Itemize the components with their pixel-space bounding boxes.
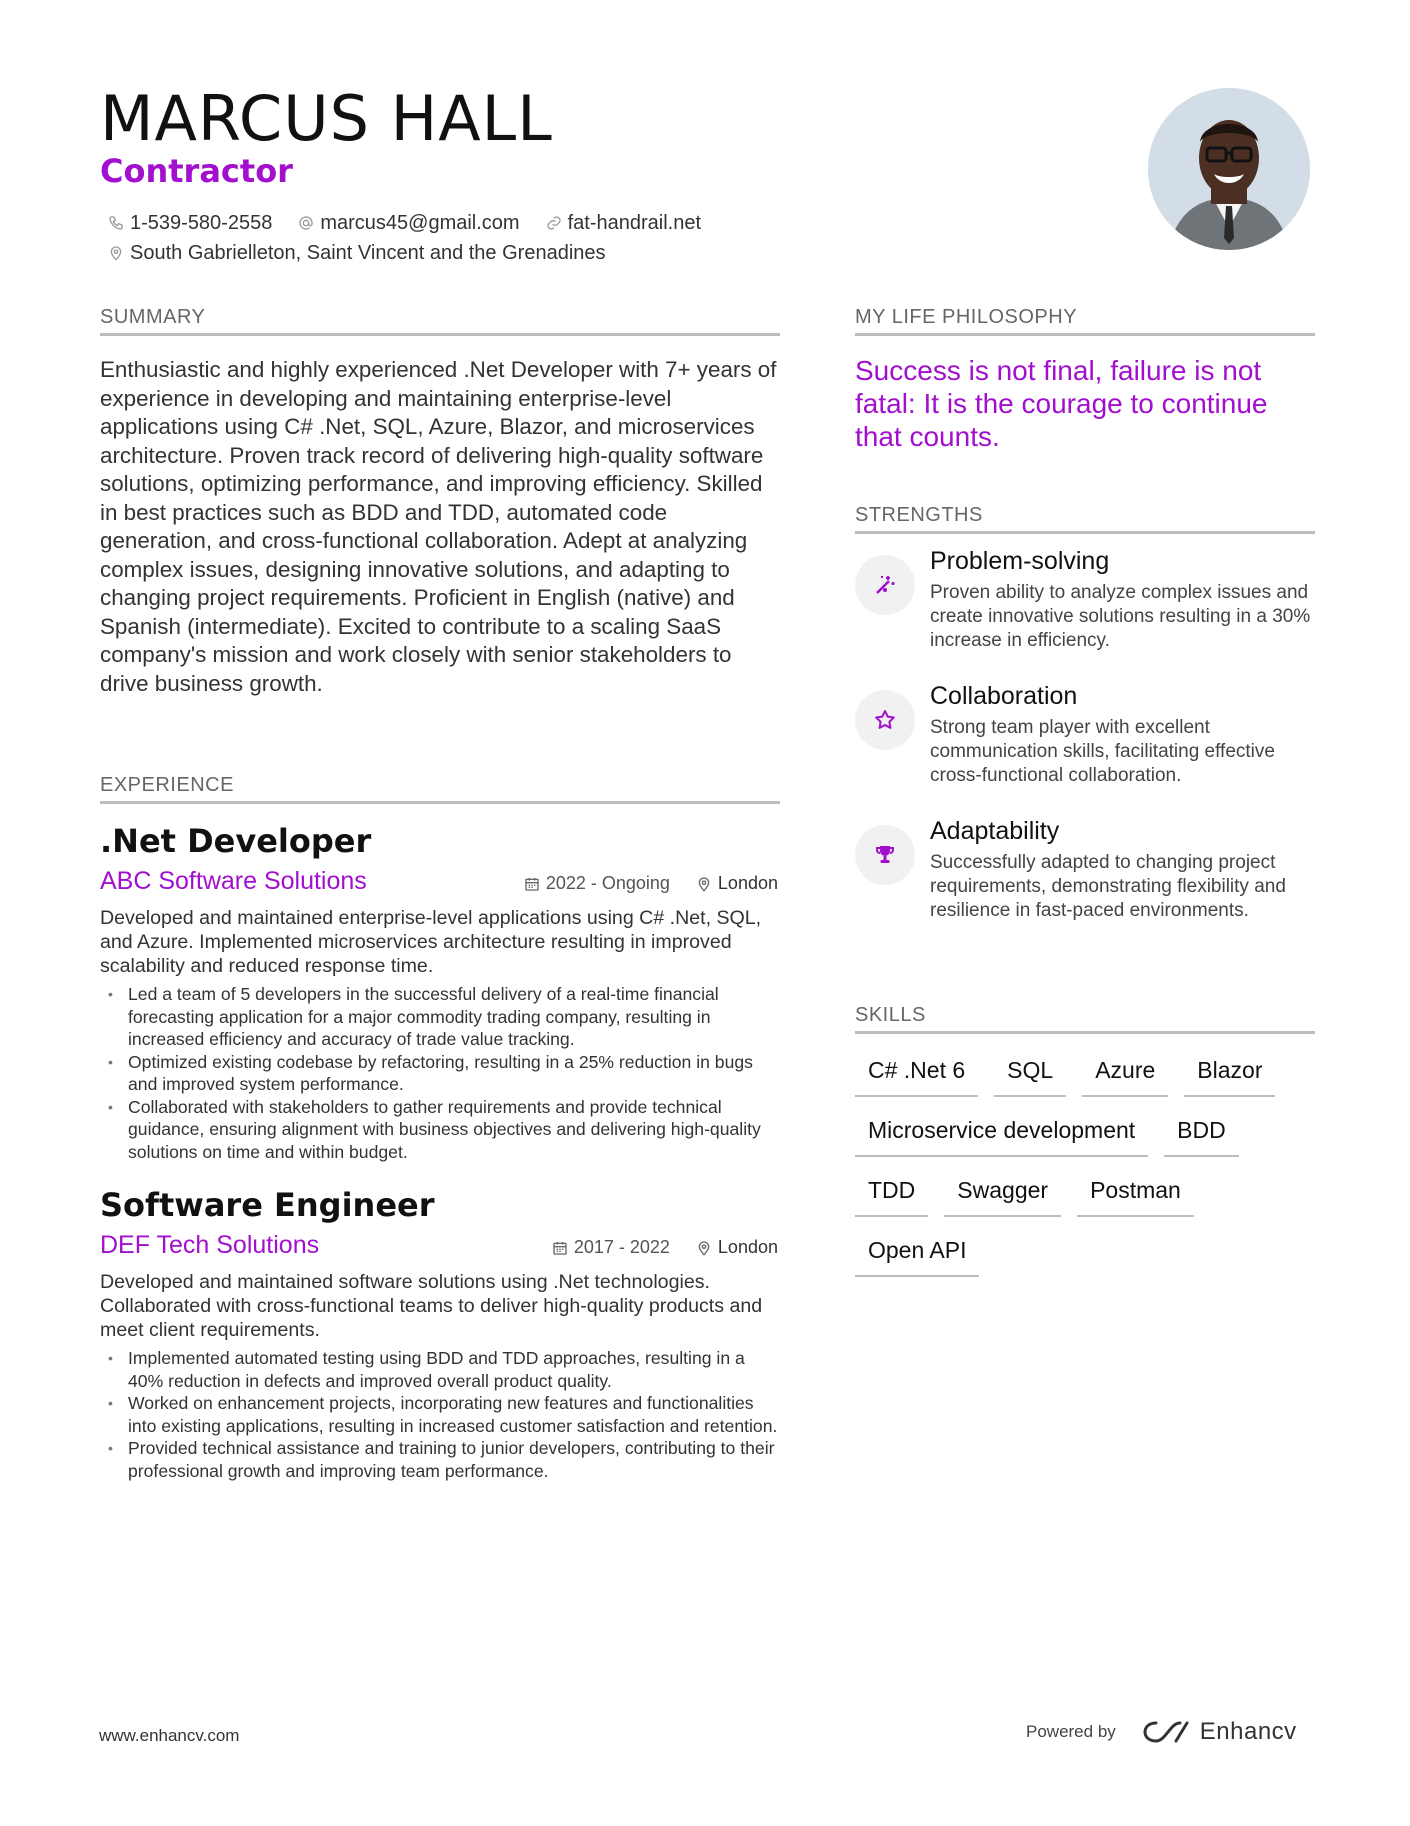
job-title-1: .Net Developer xyxy=(100,822,372,860)
job-location-2 xyxy=(696,1237,778,1258)
skill-tag: Open API xyxy=(855,1234,979,1277)
email-text: marcus45@gmail.com xyxy=(320,211,520,234)
philosophy-heading: MY LIFE PHILOSOPHY xyxy=(855,306,1078,328)
phone-text: 1-539-580-2558 xyxy=(130,211,273,234)
star-icon xyxy=(873,708,897,732)
trophy-icon xyxy=(873,843,897,867)
strength-title: Collaboration xyxy=(930,682,1078,710)
skill-tag: Blazor xyxy=(1184,1054,1275,1097)
job-location-1 xyxy=(696,873,778,894)
powered-by-text: Powered by xyxy=(1026,1722,1116,1741)
email-item xyxy=(298,212,519,235)
strength-description: Strong team player with excellent communication skills, facilitating effective cross-functional collaboration. xyxy=(930,717,1275,786)
job-description-1: Developed and maintained enterprise-level applications using C# .Net, SQL, and Azure. Implemented microservices architecture resulting in improved scalability and reduced response time. xyxy=(100,907,762,977)
summary-text: Enthusiastic and highly experienced .Net Developer with 7+ years of experience in developing and maintaining enterprise-level applications using C# .Net, SQL, Azure, Blazor, and microservices architecture. Proven track record of delivering high-quality software solutions, optimizing performance, and improving efficiency. Skilled in best practices such as BDD and TDD, automated code generation, and cross-functional collaboration. Adept at analyzing complex issues, designing innovative solutions, and adapting to changing project requirements. Proficient in English (native) and Spanish (intermediate). Excited to contribute to a scaling SaaS company's mission and work closely with senior stakeholders to drive business growth. xyxy=(100,357,777,696)
footer-branding xyxy=(1026,1718,1297,1746)
philosophy-quote: Success is not final, failure is not fatal: It is the courage to continue that counts. xyxy=(855,355,1268,452)
map-pin-icon xyxy=(696,1240,712,1256)
job-dates-2: 2017 - 2022 xyxy=(573,1237,670,1257)
job-location-text-1: London xyxy=(717,873,778,893)
candidate-name: MARCUS HALL xyxy=(100,82,553,155)
contact-info xyxy=(108,208,727,268)
experience-divider xyxy=(100,801,780,804)
summary-divider xyxy=(100,333,780,336)
strengths-heading: STRENGTHS xyxy=(855,504,983,526)
list-item: • Optimized existing codebase by refactoring, resulting in a 25% reduction in bugs and improved system performance. xyxy=(100,1051,780,1096)
calendar-icon xyxy=(552,1240,568,1256)
location-item xyxy=(108,242,606,265)
calendar-icon xyxy=(524,876,540,892)
job-meta-2 xyxy=(552,1237,778,1258)
website-text: fat-handrail.net xyxy=(567,211,702,234)
list-item: • Led a team of 5 developers in the successful delivery of a real-time financial forecasting application for a major commodity trading company, resulting in increased efficiency and accuracy of trade value tracking. xyxy=(100,983,780,1051)
list-item: • Implemented automated testing using BDD and TDD approaches, resulting in a 40% reduction in defects and improved overall product quality. xyxy=(100,1347,780,1392)
job-location-text-2: London xyxy=(717,1237,778,1257)
phone-item xyxy=(108,212,272,235)
list-item: • Collaborated with stakeholders to gather requirements and provide technical guidance, ensuring alignment with business objectives and delivering high-quality solutions on time and within budget. xyxy=(100,1096,780,1164)
avatar-portrait xyxy=(1148,88,1310,250)
at-icon xyxy=(298,215,314,231)
footer-website-link[interactable]: www.enhancv.com xyxy=(99,1726,240,1745)
skill-tag: Azure xyxy=(1082,1054,1168,1097)
summary-heading: SUMMARY xyxy=(100,306,206,328)
skills-heading: SKILLS xyxy=(855,1004,926,1026)
strengths-divider xyxy=(855,531,1315,534)
skills-divider xyxy=(855,1031,1315,1034)
skill-tag: Microservice development xyxy=(855,1114,1148,1157)
strength-description: Successfully adapted to changing project requirements, demonstrating flexibility and resilience in fast-paced environments. xyxy=(930,852,1286,921)
map-pin-icon xyxy=(108,245,124,261)
avatar xyxy=(1148,88,1310,250)
location-text: South Gabrielleton, Saint Vincent and the Grenadines xyxy=(130,241,606,264)
job-description-2: Developed and maintained software solutions using .Net technologies. Collaborated with cross-functional teams to deliver high-quality products and meet client requirements. xyxy=(100,1271,763,1341)
skill-tag: Swagger xyxy=(944,1174,1061,1217)
list-item: • Worked on enhancement projects, incorporating new features and functionalities into existing applications, resulting in increased customer satisfaction and retention. xyxy=(100,1392,780,1437)
skill-tag: Postman xyxy=(1077,1174,1194,1217)
job-bullets-2 xyxy=(100,1347,780,1482)
philosophy-divider xyxy=(855,333,1315,336)
phone-icon xyxy=(108,215,124,231)
skill-tag: TDD xyxy=(855,1174,928,1217)
strength-title: Adaptability xyxy=(930,817,1060,845)
candidate-title: Contractor xyxy=(100,152,293,190)
company-2: DEF Tech Solutions xyxy=(100,1231,320,1259)
map-pin-icon xyxy=(696,876,712,892)
magic-wand-icon xyxy=(873,573,897,597)
skill-tag: C# .Net 6 xyxy=(855,1054,978,1097)
job-bullets-1 xyxy=(100,983,780,1163)
skill-tag: SQL xyxy=(994,1054,1066,1097)
job-title-2: Software Engineer xyxy=(100,1186,435,1224)
brand-name: Enhancv xyxy=(1199,1718,1297,1745)
experience-heading: EXPERIENCE xyxy=(100,774,234,796)
skills-list xyxy=(855,1054,1315,1294)
job-dates-1: 2022 - Ongoing xyxy=(545,873,670,893)
strength-title: Problem-solving xyxy=(930,547,1110,575)
website-item xyxy=(546,212,701,235)
strength-description: Proven ability to analyze complex issues and create innovative solutions resulting in a 30% increase in efficiency. xyxy=(930,582,1311,651)
brand-logo[interactable] xyxy=(1142,1718,1297,1746)
enhancv-logo-icon xyxy=(1142,1718,1190,1746)
company-1: ABC Software Solutions xyxy=(100,867,367,895)
link-icon xyxy=(546,215,562,231)
job-meta-1 xyxy=(524,873,778,894)
list-item: • Provided technical assistance and training to junior developers, contributing to their professional growth and improving team performance. xyxy=(100,1437,780,1482)
skill-tag: BDD xyxy=(1164,1114,1239,1157)
